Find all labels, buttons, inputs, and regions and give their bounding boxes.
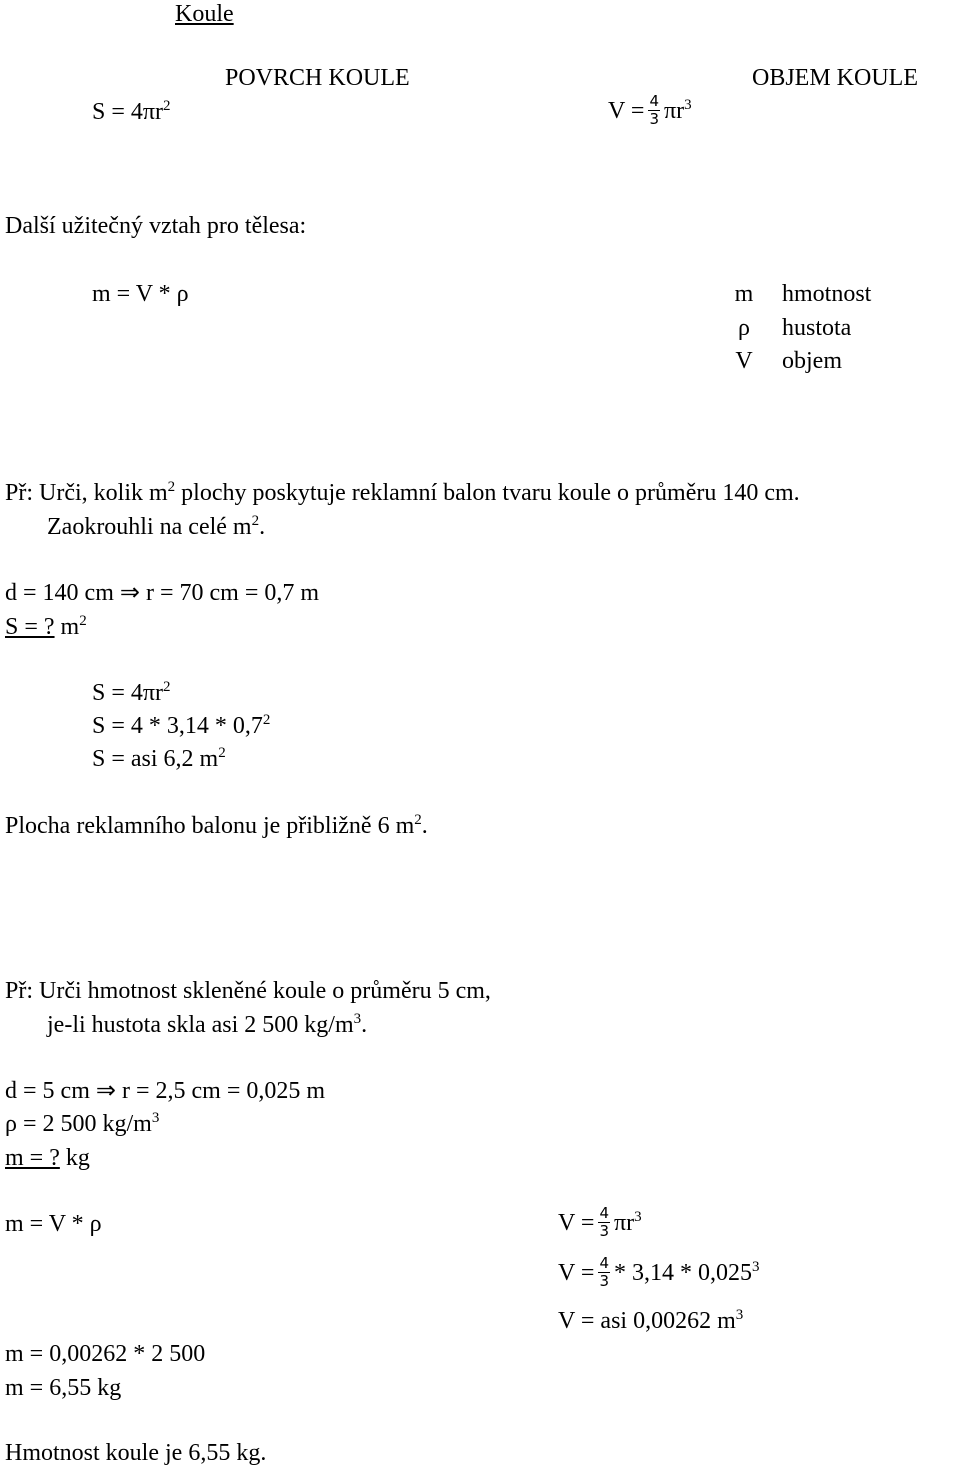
- density-formula: m = V * ρ: [92, 281, 189, 307]
- example2-unknown: m = ? kg: [5, 1145, 90, 1171]
- example1-unknown: S = ? $m^2$: [5, 613, 87, 640]
- example1-calc-line: S = asi 6,2 $m^2$: [92, 745, 226, 772]
- example2-volume-line: V = $\frac{4}{3}$ $\pi r^3$: [558, 1204, 642, 1240]
- example2-volume-line: V = asi 0,00262 $m^3$: [558, 1307, 744, 1334]
- example2-task-line2: je-li hustota skla asi 2 500 $kg/m^3$.: [47, 1011, 368, 1038]
- legend-meaning: hustota: [782, 315, 852, 341]
- legend-meaning: objem: [782, 348, 842, 374]
- example1-answer: Plocha reklamního balonu je přibližně 6 $m^2$.: [5, 812, 428, 839]
- surface-formula: $S = 4\pi r^2$: [92, 98, 171, 125]
- useful-heading: Další užitečný vztah pro tělesa:: [5, 213, 307, 239]
- example2-volume-line: V = $\frac{4}{3}$ * 3,14 * 0,025$^3$: [558, 1254, 760, 1290]
- example2-task-line1: Př: Urči hmotnost skleněné koule o průměru 5 cm,: [5, 978, 491, 1004]
- example1-task-line2: Zaokrouhli na celé $m^2$.: [47, 513, 266, 540]
- fraction: $\frac{4}{3}$: [599, 1254, 609, 1290]
- volume-heading: OBJEM KOULE: [752, 65, 918, 91]
- example2-calc-line: m = V * ρ: [5, 1211, 102, 1237]
- example2-given: ρ = 2 500 $kg/m^3$: [5, 1110, 160, 1137]
- fraction: $\frac{4}{3}$: [599, 1204, 609, 1240]
- example2-answer: Hmotnost koule je 6,55 kg.: [5, 1440, 267, 1466]
- surface-heading: POVRCH KOULE: [225, 65, 410, 91]
- volume-formula: V = $\frac{4}{3}$ $\pi r^3$: [608, 92, 692, 128]
- legend-symbol: ρ: [738, 315, 750, 341]
- example2-calc-line: m = 0,00262 * 2 500: [5, 1341, 206, 1367]
- example1-given: d = 140 cm ⇒ r = 70 cm = 0,7 m: [5, 580, 320, 606]
- page-title: Koule: [175, 1, 234, 27]
- fraction: $\frac{4}{3}$: [649, 92, 659, 128]
- legend-meaning: hmotnost: [782, 281, 872, 307]
- example2-calc-line: m = 6,55 kg: [5, 1375, 122, 1401]
- example2-given: d = 5 cm ⇒ r = 2,5 cm = 0,025 m: [5, 1078, 326, 1104]
- legend-symbol: V: [735, 348, 753, 374]
- example1-task-line1: Př: Urči, kolik $m^2$ plochy poskytuje reklamní balon tvaru koule o průměru 140 cm.: [5, 479, 800, 506]
- example1-calc-line: $S = 4\pi r^2$: [92, 679, 171, 706]
- example1-calc-line: $S = 4 * 3,14 * 0,7^2$: [92, 712, 271, 739]
- legend-symbol: m: [734, 281, 754, 307]
